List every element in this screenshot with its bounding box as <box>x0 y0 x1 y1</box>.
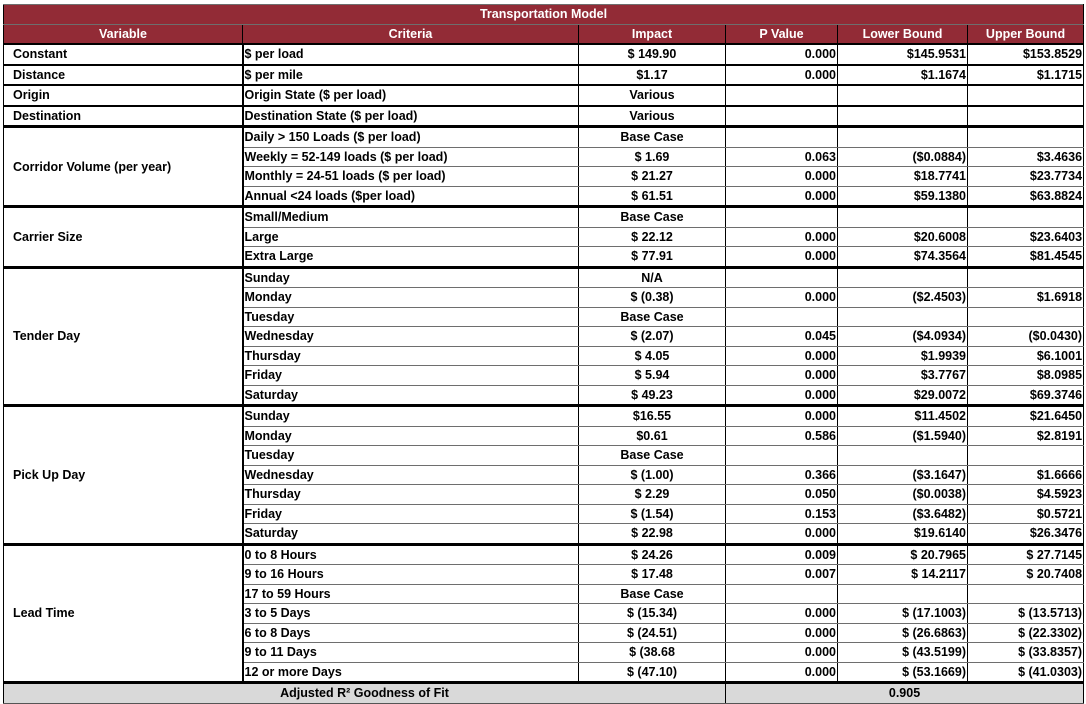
lower-bound-cell: ($4.0934) <box>838 327 968 347</box>
impact-cell: $ (38.68 <box>579 643 726 663</box>
impact-cell: Base Case <box>579 584 726 604</box>
p-value-cell <box>726 85 838 106</box>
column-header-criteria: Criteria <box>243 24 579 44</box>
upper-bound-cell: $ 27.7145 <box>968 544 1084 565</box>
upper-bound-cell: $81.4545 <box>968 247 1084 268</box>
table-row <box>4 127 1084 148</box>
p-value-cell <box>726 307 838 327</box>
p-value-cell: 0.007 <box>726 565 838 585</box>
p-value-cell <box>726 106 838 127</box>
impact-cell: $ 22.98 <box>579 524 726 545</box>
lower-bound-cell: ($3.6482) <box>838 504 968 524</box>
lower-bound-cell: $1.1674 <box>838 65 968 86</box>
table-row <box>4 544 1084 565</box>
criteria-cell: Annual <24 loads ($per load) <box>243 186 579 207</box>
impact-cell: $ 49.23 <box>579 385 726 406</box>
column-header-variable: Variable <box>4 24 243 44</box>
table-row <box>4 44 1084 65</box>
lower-bound-cell: $ 14.2117 <box>838 565 968 585</box>
p-value-cell: 0.000 <box>726 366 838 386</box>
criteria-cell: Wednesday <box>243 465 579 485</box>
column-header-p-value: P Value <box>726 24 838 44</box>
p-value-cell: 0.000 <box>726 44 838 65</box>
lower-bound-cell: $ (26.6863) <box>838 623 968 643</box>
p-value-cell: 0.000 <box>726 524 838 545</box>
criteria-cell: Wednesday <box>243 327 579 347</box>
criteria-cell: Sunday <box>243 406 579 427</box>
lower-bound-cell <box>838 307 968 327</box>
criteria-cell: 0 to 8 Hours <box>243 544 579 565</box>
impact-cell: $ 5.94 <box>579 366 726 386</box>
p-value-cell: 0.000 <box>726 346 838 366</box>
impact-cell: $ (1.00) <box>579 465 726 485</box>
criteria-cell: Weekly = 52-149 loads ($ per load) <box>243 147 579 167</box>
upper-bound-cell: $2.8191 <box>968 426 1084 446</box>
table-row <box>4 207 1084 228</box>
variable-cell: Constant <box>4 44 243 65</box>
impact-cell: $ (0.38) <box>579 288 726 308</box>
upper-bound-cell <box>968 207 1084 228</box>
criteria-cell: Monthly = 24-51 loads ($ per load) <box>243 167 579 187</box>
upper-bound-cell: $69.3746 <box>968 385 1084 406</box>
upper-bound-cell: $8.0985 <box>968 366 1084 386</box>
table-title: Transportation Model <box>4 5 1084 25</box>
variable-cell: Lead Time <box>4 544 243 683</box>
upper-bound-cell: $26.3476 <box>968 524 1084 545</box>
variable-cell: Destination <box>4 106 243 127</box>
upper-bound-cell: $ (13.5713) <box>968 604 1084 624</box>
criteria-cell: Saturday <box>243 385 579 406</box>
p-value-cell: 0.050 <box>726 485 838 505</box>
p-value-cell: 0.000 <box>726 406 838 427</box>
criteria-cell: $ per mile <box>243 65 579 86</box>
lower-bound-cell <box>838 207 968 228</box>
impact-cell: $ 4.05 <box>579 346 726 366</box>
upper-bound-cell: $23.6403 <box>968 227 1084 247</box>
impact-cell: $ (24.51) <box>579 623 726 643</box>
impact-cell: N/A <box>579 267 726 288</box>
impact-cell: $ (2.07) <box>579 327 726 347</box>
lower-bound-cell: $11.4502 <box>838 406 968 427</box>
impact-cell: $ 21.27 <box>579 167 726 187</box>
impact-cell: $ 1.69 <box>579 147 726 167</box>
column-header-impact: Impact <box>579 24 726 44</box>
lower-bound-cell: $3.7767 <box>838 366 968 386</box>
lower-bound-cell <box>838 127 968 148</box>
p-value-cell: 0.000 <box>726 65 838 86</box>
impact-cell: $ (1.54) <box>579 504 726 524</box>
lower-bound-cell <box>838 446 968 466</box>
impact-cell: Various <box>579 85 726 106</box>
column-header-upper-bound: Upper Bound <box>968 24 1084 44</box>
table-row <box>4 406 1084 427</box>
criteria-cell: Monday <box>243 288 579 308</box>
criteria-cell: 9 to 16 Hours <box>243 565 579 585</box>
upper-bound-cell <box>968 127 1084 148</box>
variable-cell: Carrier Size <box>4 207 243 268</box>
lower-bound-cell: $19.6140 <box>838 524 968 545</box>
footer-row <box>4 683 1084 704</box>
lower-bound-cell: ($2.4503) <box>838 288 968 308</box>
criteria-cell: Tuesday <box>243 446 579 466</box>
criteria-cell: 3 to 5 Days <box>243 604 579 624</box>
criteria-cell: $ per load <box>243 44 579 65</box>
criteria-cell: Daily > 150 Loads ($ per load) <box>243 127 579 148</box>
criteria-cell: 17 to 59 Hours <box>243 584 579 604</box>
upper-bound-cell <box>968 446 1084 466</box>
lower-bound-cell: $ 20.7965 <box>838 544 968 565</box>
p-value-cell: 0.000 <box>726 227 838 247</box>
lower-bound-cell: $145.9531 <box>838 44 968 65</box>
p-value-cell: 0.000 <box>726 385 838 406</box>
upper-bound-cell <box>968 267 1084 288</box>
upper-bound-cell: $21.6450 <box>968 406 1084 427</box>
criteria-cell: Saturday <box>243 524 579 545</box>
impact-cell: Various <box>579 106 726 127</box>
criteria-cell: Friday <box>243 504 579 524</box>
p-value-cell: 0.586 <box>726 426 838 446</box>
upper-bound-cell: $0.5721 <box>968 504 1084 524</box>
p-value-cell: 0.000 <box>726 643 838 663</box>
lower-bound-cell <box>838 85 968 106</box>
impact-cell: $0.61 <box>579 426 726 446</box>
criteria-cell: 12 or more Days <box>243 662 579 683</box>
impact-cell: Base Case <box>579 207 726 228</box>
impact-cell: $ 2.29 <box>579 485 726 505</box>
criteria-cell: Monday <box>243 426 579 446</box>
upper-bound-cell: $63.8824 <box>968 186 1084 207</box>
p-value-cell: 0.366 <box>726 465 838 485</box>
lower-bound-cell: ($1.5940) <box>838 426 968 446</box>
table-row <box>4 65 1084 86</box>
impact-cell: $ 24.26 <box>579 544 726 565</box>
upper-bound-cell: $4.5923 <box>968 485 1084 505</box>
variable-cell: Pick Up Day <box>4 406 243 545</box>
upper-bound-cell <box>968 584 1084 604</box>
upper-bound-cell: $23.7734 <box>968 167 1084 187</box>
upper-bound-cell: $ (33.8357) <box>968 643 1084 663</box>
upper-bound-cell: $ 20.7408 <box>968 565 1084 585</box>
criteria-cell: Large <box>243 227 579 247</box>
lower-bound-cell: $ (53.1669) <box>838 662 968 683</box>
impact-cell: Base Case <box>579 446 726 466</box>
criteria-cell: Origin State ($ per load) <box>243 85 579 106</box>
criteria-cell: Small/Medium <box>243 207 579 228</box>
column-header-lower-bound: Lower Bound <box>838 24 968 44</box>
upper-bound-cell: $6.1001 <box>968 346 1084 366</box>
upper-bound-cell: $153.8529 <box>968 44 1084 65</box>
transportation-model-table <box>3 4 1084 704</box>
criteria-cell: Sunday <box>243 267 579 288</box>
impact-cell: $16.55 <box>579 406 726 427</box>
p-value-cell <box>726 267 838 288</box>
p-value-cell <box>726 127 838 148</box>
impact-cell: $ 77.91 <box>579 247 726 268</box>
variable-cell: Corridor Volume (per year) <box>4 127 243 207</box>
p-value-cell: 0.000 <box>726 288 838 308</box>
criteria-cell: Destination State ($ per load) <box>243 106 579 127</box>
table-body <box>4 44 1084 683</box>
p-value-cell <box>726 584 838 604</box>
p-value-cell: 0.000 <box>726 247 838 268</box>
p-value-cell: 0.009 <box>726 544 838 565</box>
p-value-cell <box>726 446 838 466</box>
impact-cell: $ 17.48 <box>579 565 726 585</box>
lower-bound-cell: $74.3564 <box>838 247 968 268</box>
lower-bound-cell: $29.0072 <box>838 385 968 406</box>
goodness-of-fit-label: Adjusted R² Goodness of Fit <box>4 683 726 704</box>
impact-cell: Base Case <box>579 127 726 148</box>
p-value-cell: 0.063 <box>726 147 838 167</box>
table-row <box>4 85 1084 106</box>
upper-bound-cell: $3.4636 <box>968 147 1084 167</box>
goodness-of-fit-value: 0.905 <box>726 683 1084 704</box>
lower-bound-cell: $ (43.5199) <box>838 643 968 663</box>
title-row <box>4 5 1084 25</box>
upper-bound-cell: $ (41.0303) <box>968 662 1084 683</box>
variable-cell: Distance <box>4 65 243 86</box>
table-row <box>4 106 1084 127</box>
criteria-cell: 6 to 8 Days <box>243 623 579 643</box>
lower-bound-cell: $59.1380 <box>838 186 968 207</box>
p-value-cell: 0.000 <box>726 623 838 643</box>
lower-bound-cell: $18.7741 <box>838 167 968 187</box>
impact-cell: $ 22.12 <box>579 227 726 247</box>
upper-bound-cell <box>968 307 1084 327</box>
criteria-cell: 9 to 11 Days <box>243 643 579 663</box>
p-value-cell: 0.045 <box>726 327 838 347</box>
criteria-cell: Extra Large <box>243 247 579 268</box>
impact-cell: $1.17 <box>579 65 726 86</box>
variable-cell: Tender Day <box>4 267 243 406</box>
header-row <box>4 24 1084 44</box>
lower-bound-cell <box>838 267 968 288</box>
lower-bound-cell: $1.9939 <box>838 346 968 366</box>
criteria-cell: Tuesday <box>243 307 579 327</box>
variable-cell: Origin <box>4 85 243 106</box>
impact-cell: $ (47.10) <box>579 662 726 683</box>
upper-bound-cell: $1.1715 <box>968 65 1084 86</box>
impact-cell: $ (15.34) <box>579 604 726 624</box>
upper-bound-cell <box>968 85 1084 106</box>
criteria-cell: Friday <box>243 366 579 386</box>
upper-bound-cell: ($0.0430) <box>968 327 1084 347</box>
upper-bound-cell: $1.6918 <box>968 288 1084 308</box>
p-value-cell: 0.000 <box>726 167 838 187</box>
p-value-cell: 0.153 <box>726 504 838 524</box>
impact-cell: Base Case <box>579 307 726 327</box>
lower-bound-cell: ($3.1647) <box>838 465 968 485</box>
p-value-cell: 0.000 <box>726 604 838 624</box>
lower-bound-cell: ($0.0038) <box>838 485 968 505</box>
upper-bound-cell: $1.6666 <box>968 465 1084 485</box>
lower-bound-cell: ($0.0884) <box>838 147 968 167</box>
upper-bound-cell <box>968 106 1084 127</box>
lower-bound-cell <box>838 106 968 127</box>
table-row <box>4 267 1084 288</box>
p-value-cell: 0.000 <box>726 186 838 207</box>
impact-cell: $ 149.90 <box>579 44 726 65</box>
impact-cell: $ 61.51 <box>579 186 726 207</box>
lower-bound-cell: $20.6008 <box>838 227 968 247</box>
lower-bound-cell: $ (17.1003) <box>838 604 968 624</box>
lower-bound-cell <box>838 584 968 604</box>
criteria-cell: Thursday <box>243 346 579 366</box>
p-value-cell: 0.000 <box>726 662 838 683</box>
upper-bound-cell: $ (22.3302) <box>968 623 1084 643</box>
criteria-cell: Thursday <box>243 485 579 505</box>
p-value-cell <box>726 207 838 228</box>
